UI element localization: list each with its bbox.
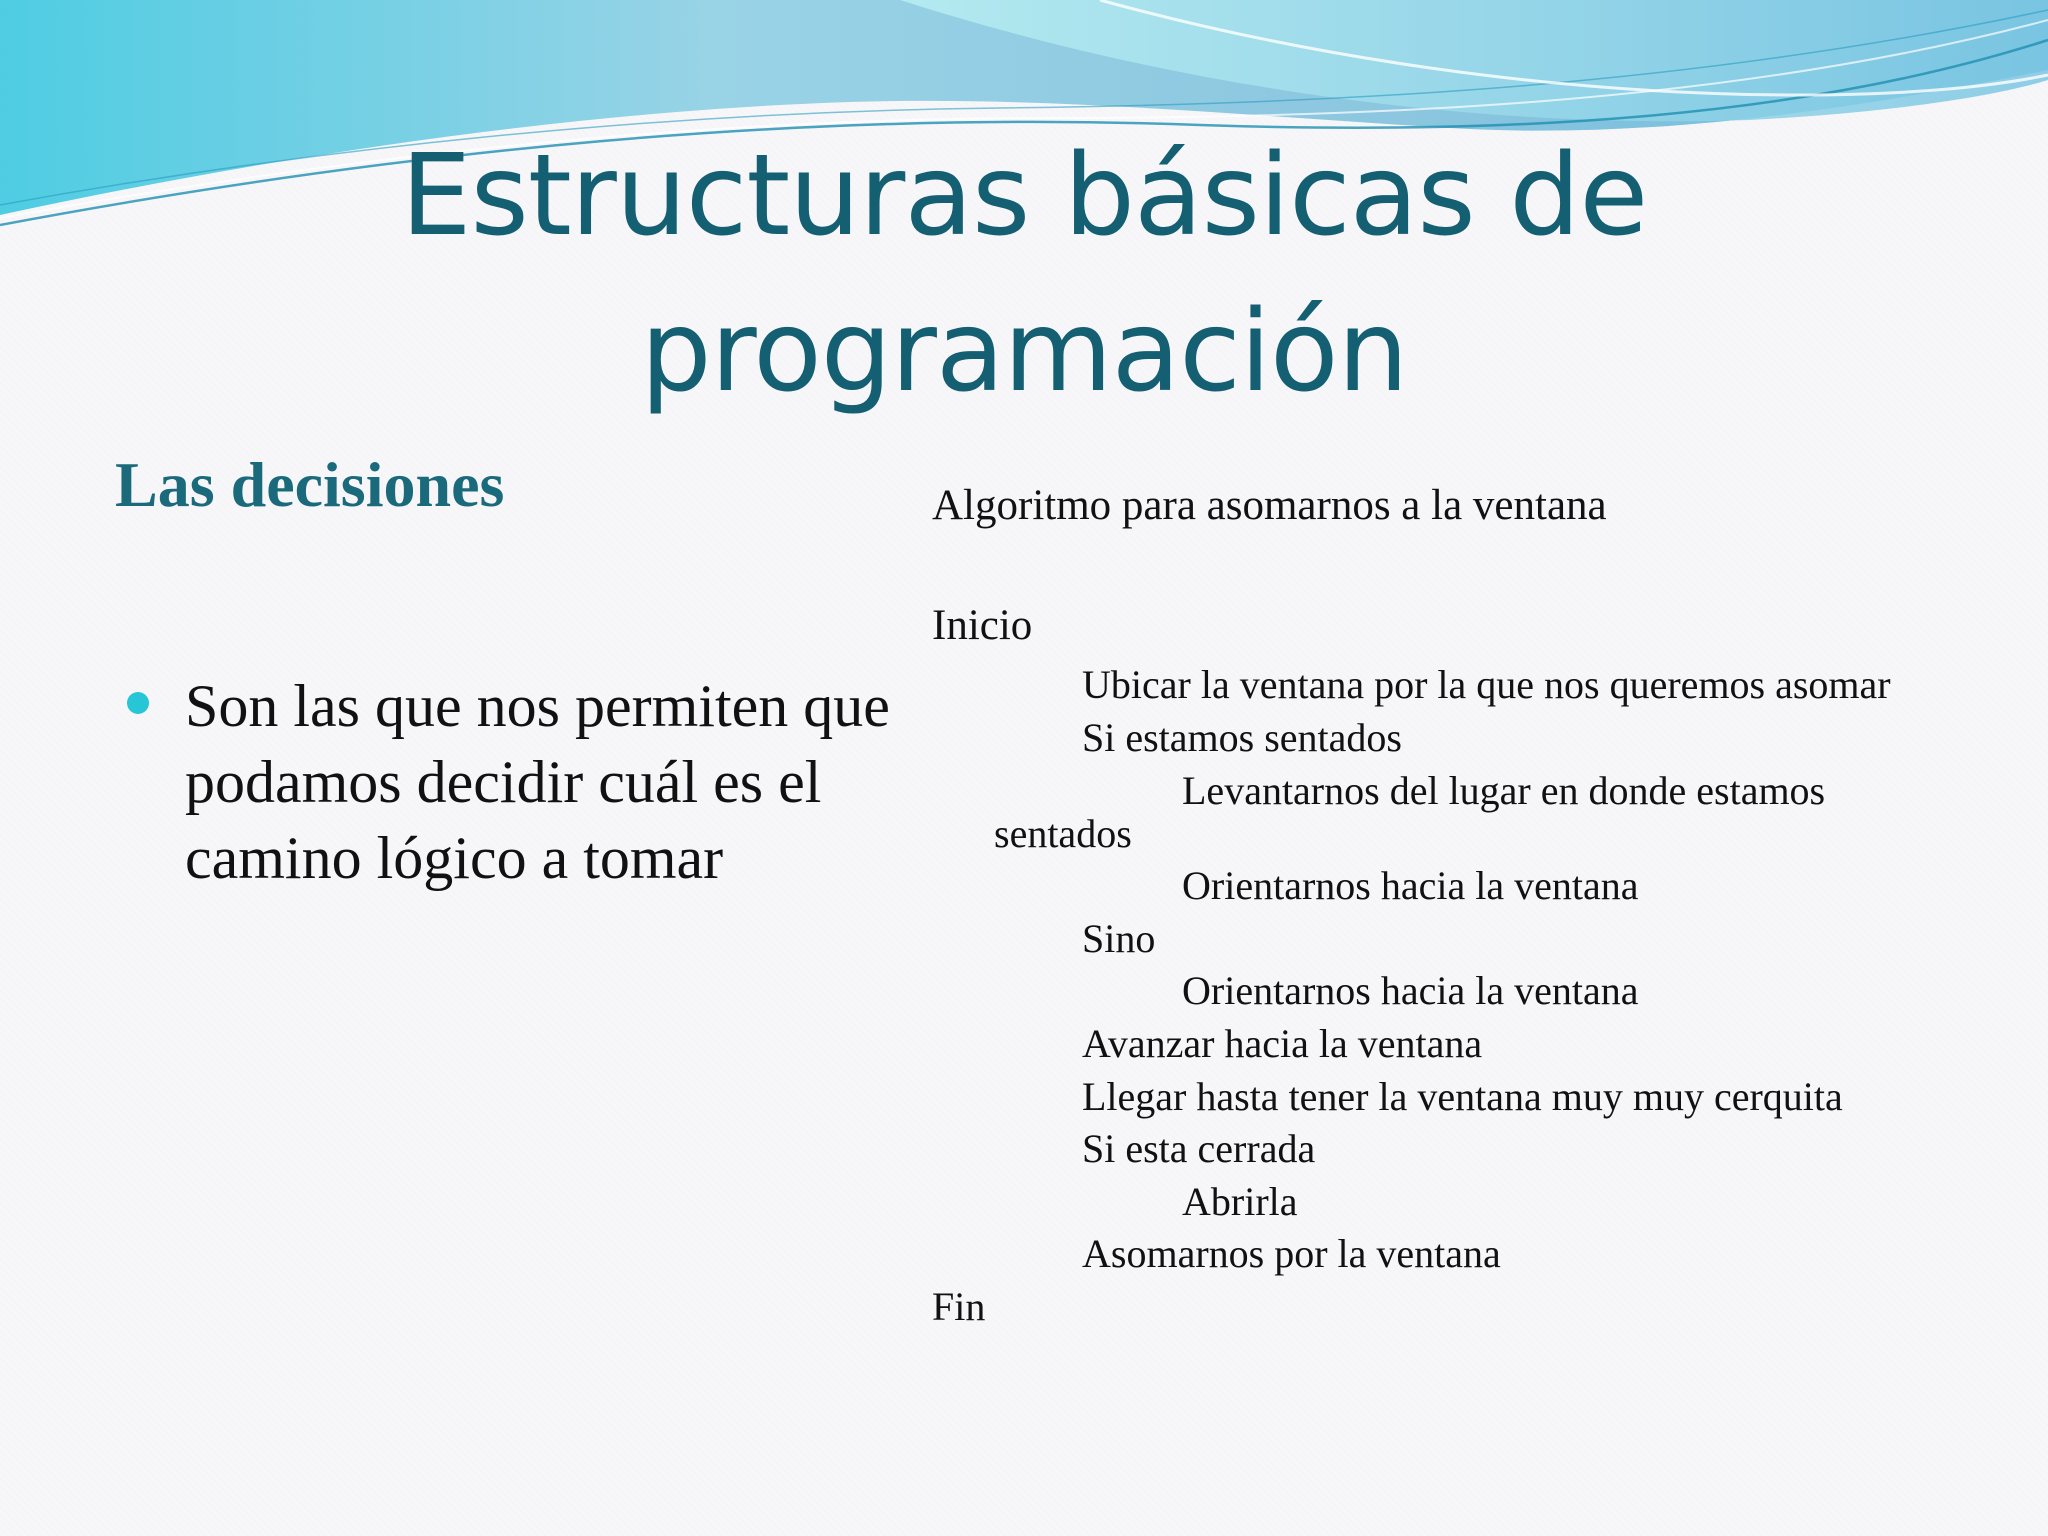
algorithm-step: Llegar hasta tener la ventana muy muy cerquita (1082, 1074, 1843, 1119)
algorithm-step: Si esta cerrada (1082, 1126, 1316, 1171)
algorithm-start: Inicio (932, 602, 1033, 649)
section-heading: Las decisiones (115, 449, 505, 520)
bullet-text: Son las que nos permiten que podamos decidir cuál es el camino lógico a tomar (185, 673, 890, 891)
slide-title (0, 118, 2048, 430)
title-line-1: Estructuras básicas de (400, 131, 1648, 261)
algorithm-step: Asomarnos por la ventana (1082, 1231, 1501, 1276)
algorithm-step: Abrirla (1182, 1179, 1298, 1224)
algorithm-heading: Algoritmo para asomarnos a la ventana (932, 482, 1607, 529)
algorithm-step: Sino (1082, 916, 1156, 961)
algorithm-step: Si estamos sentados (1082, 715, 1402, 760)
algorithm-step: Levantarnos del lugar en donde estamos (1182, 768, 1826, 813)
algorithm-step: Ubicar la ventana por la que nos queremos asomar (1082, 662, 1891, 707)
bullet-dot-icon (127, 692, 149, 714)
algorithm-step: sentados (994, 811, 1132, 856)
algorithm-step: Avanzar hacia la ventana (1082, 1021, 1483, 1066)
title-line-2: programación (640, 287, 1408, 417)
algorithm-step: Orientarnos hacia la ventana (1182, 968, 1639, 1013)
algorithm-end: Fin (932, 1284, 986, 1329)
algorithm-step: Orientarnos hacia la ventana (1182, 863, 1639, 908)
